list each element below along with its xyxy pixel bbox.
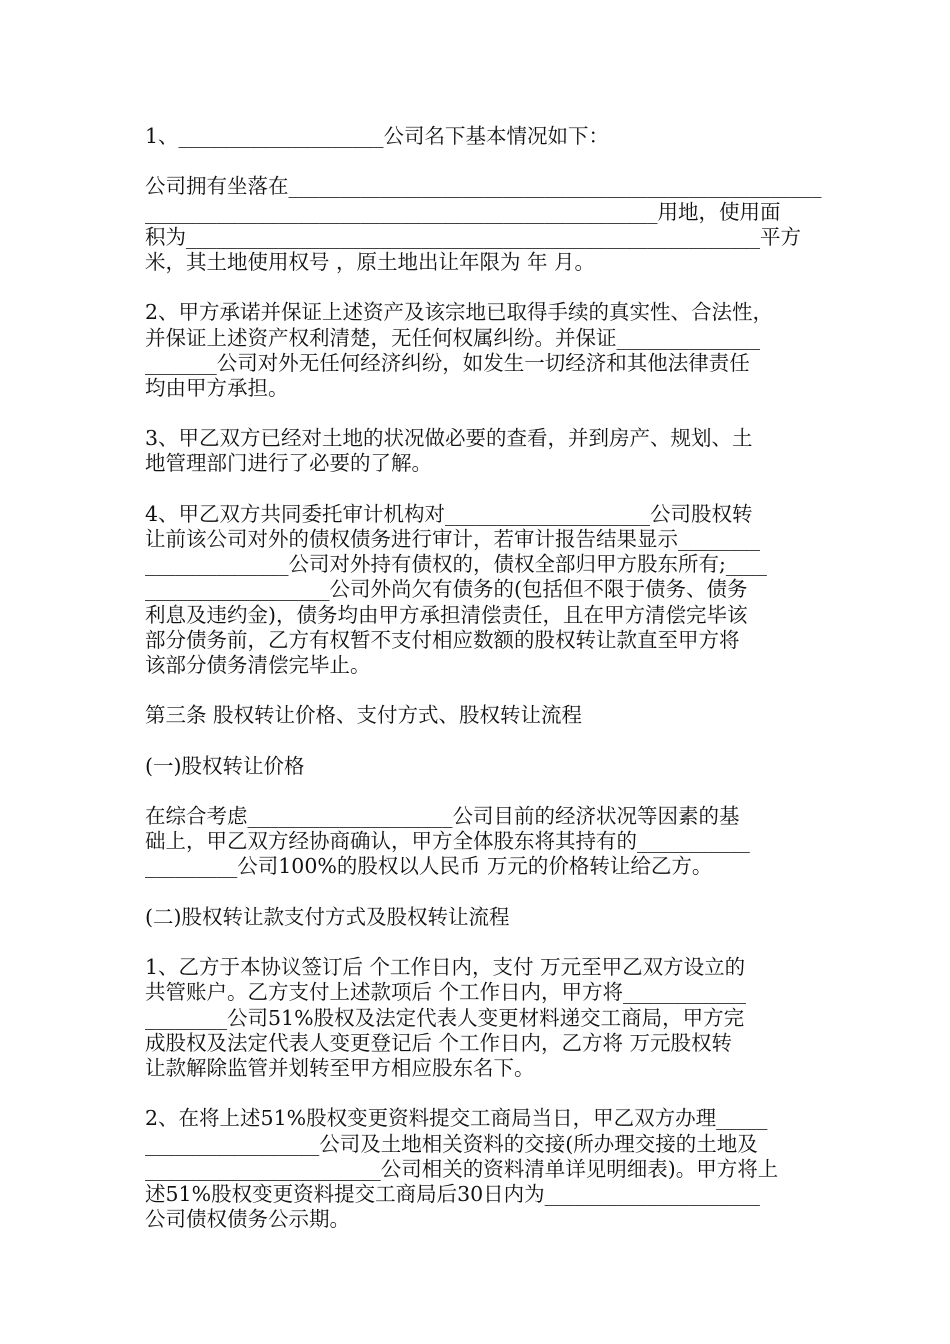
text-line: 米，其土地使用权号 ，原土地出让年限为 年 月。: [145, 249, 596, 274]
text-line: 该部分债务清偿完毕止。: [145, 652, 371, 677]
text-line: (一)股权转让价格: [145, 753, 305, 778]
text-line: (二)股权转让款支付方式及股权转让流程: [145, 904, 510, 929]
paragraph: [145, 905, 807, 930]
text-line: 2、甲方承诺并保证上述资产及该宗地已取得手续的真实性、合法性，: [145, 300, 774, 325]
paragraph: [145, 300, 807, 401]
text-line: 均由甲方承担。: [145, 375, 289, 400]
text-line: 让款解除监管并划转至甲方相应股东名下。: [145, 1055, 535, 1080]
paragraph: [145, 426, 807, 476]
paragraph: [145, 1106, 807, 1232]
text-line: _________公司100%的股权以人民币 万元的价格转让给乙方。: [145, 854, 713, 879]
paragraph: [145, 502, 807, 678]
text-line: 地管理部门进行了必要的了解。: [145, 451, 432, 476]
text-line: _______公司对外无任何经济纠纷，如发生一切经济和其他法律责任: [145, 350, 750, 375]
text-line: 在综合考虑____________________公司目前的经济状况等因素的基: [145, 804, 740, 829]
text-line: 并保证上述资产权利清楚，无任何权属纠纷。并保证______________: [145, 325, 760, 350]
text-line: 公司拥有坐落在____________________________________________________: [145, 174, 822, 199]
text-line: 第三条 股权转让价格、支付方式、股权转让流程: [145, 703, 583, 728]
text-line: 公司债权债务公示期。: [145, 1207, 350, 1232]
text-line: _______________________公司相关的资料清单详见明细表)。甲方将上: [145, 1156, 779, 1181]
paragraph: [145, 174, 822, 275]
text-line: 共管账户。乙方支付上述款项后 个工作日内，甲方将____________: [145, 980, 747, 1005]
text-line: 积为________________________________________________________平方: [145, 224, 801, 249]
text-line: __________________________________________________用地，使用面: [145, 199, 781, 224]
text-line: 4、甲乙双方共同委托审计机构对____________________公司股权转: [145, 501, 753, 526]
text-line: 部分债务前，乙方有权暂不支付相应数额的股权转让款直至甲方将: [145, 627, 740, 652]
document-page: [145, 124, 822, 1257]
paragraph: [145, 124, 807, 149]
text-line: 2、在将上述51%股权变更资料提交工商局当日，甲乙双方办理_____: [145, 1106, 768, 1131]
paragraph: [145, 703, 807, 728]
text-line: 1、____________________公司名下基本情况如下：: [145, 124, 610, 148]
text-line: 成股权及法定代表人变更登记后 个工作日内，乙方将 万元股权转: [145, 1030, 733, 1055]
paragraph: [145, 955, 807, 1081]
paragraph: [145, 754, 807, 779]
text-line: 述51%股权变更资料提交工商局后30日内为_____________________: [145, 1181, 760, 1206]
text-line: 3、甲乙双方已经对土地的状况做必要的查看，并到房产、规划、土: [145, 426, 753, 451]
text-line: 础上，甲乙双方经协商确认，甲方全体股东将其持有的___________: [145, 829, 750, 854]
text-line: 1、乙方于本协议签订后 个工作日内，支付 万元至甲乙双方设立的: [145, 955, 746, 980]
text-line: _________________公司及土地相关资料的交接(所办理交接的土地及: [145, 1131, 758, 1156]
text-line: ________公司51%股权及法定代表人变更材料递交工商局，甲方完: [145, 1005, 745, 1030]
text-line: 利息及违约金)，债务均由甲方承担清偿责任，且在甲方清偿完毕该: [145, 602, 748, 627]
text-line: 让前该公司对外的债权债务进行审计，若审计报告结果显示________: [145, 527, 760, 551]
text-line: __________________公司外尚欠有债务的(包括但不限于债务、债务: [145, 577, 748, 602]
paragraph: [145, 804, 807, 880]
text-line: ______________公司对外持有债权的，债权全部归甲方股东所有;____: [145, 552, 767, 577]
